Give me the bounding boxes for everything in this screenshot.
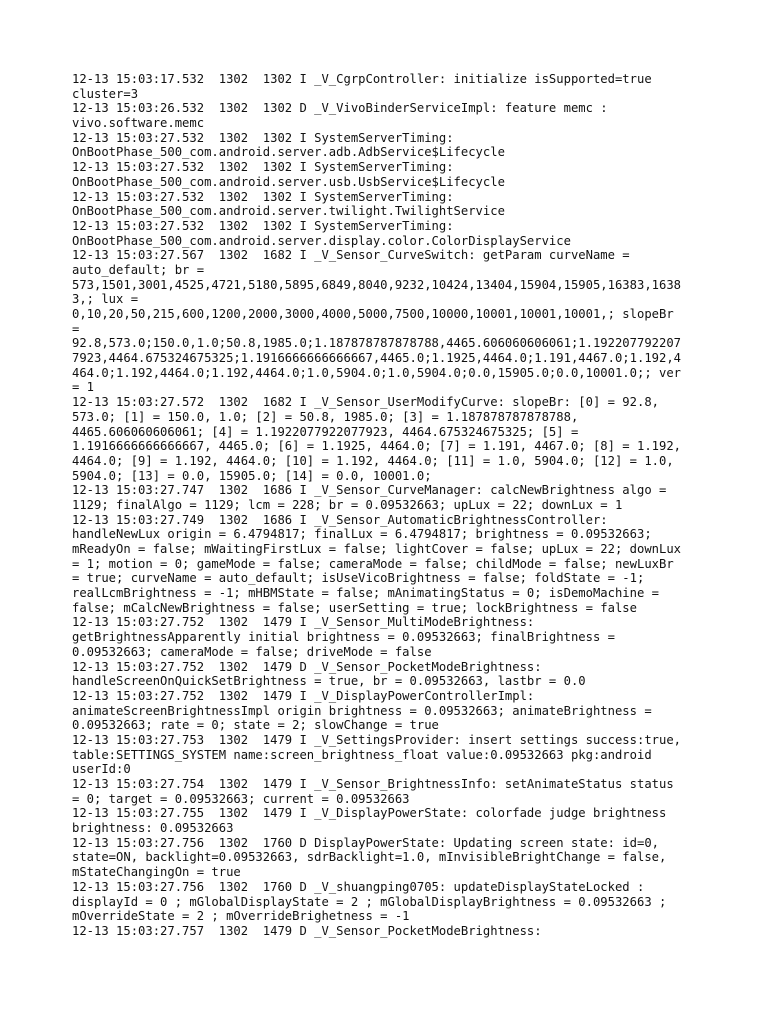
log-line: 7923,4464.675324675325;1.1916666666666667,4465.0;1.1925,4464.0;1.191,4467.0;1.192,4 <box>72 351 682 366</box>
log-line: 12-13 15:03:27.752 1302 1479 I _V_DisplayPowerControllerImpl: <box>72 688 535 703</box>
log-line: = true; curveName = auto_default; isUseVicoBrightness = false; foldState = -1; <box>72 571 645 586</box>
log-line: 12-13 15:03:27.752 1302 1479 D _V_Sensor_PocketModeBrightness: <box>72 659 542 674</box>
log-line: 12-13 15:03:27.572 1302 1682 I _V_Sensor_UserModifyCurve: slopeBr: [0] = 92.8, <box>72 395 659 410</box>
log-line: = 1 <box>72 380 95 395</box>
log-line: 12-13 15:03:27.755 1302 1479 I _V_DisplayPowerState: colorfade judge brightness <box>72 806 667 821</box>
log-line: 12-13 15:03:27.532 1302 1302 I SystemServerTiming: <box>72 130 454 145</box>
log-line: handleNewLux origin = 6.4794817; finalLux = 6.4794817; brightness = 0.09532663; <box>72 527 652 542</box>
log-line: brightness: 0.09532663 <box>72 821 234 836</box>
log-line: 12-13 15:03:27.532 1302 1302 I SystemServerTiming: <box>72 218 454 233</box>
log-line: mStateChangingOn = true <box>72 865 241 880</box>
log-line: handleScreenOnQuickSetBrightness = true, br = 0.09532663, lastbr = 0.0 <box>72 674 586 689</box>
log-line: OnBootPhase_500_com.android.server.usb.UsbService$Lifecycle <box>72 174 505 189</box>
log-line: realLcmBrightness = -1; mHBMState = false; mAnimatingStatus = 0; isDemoMachine = <box>72 586 659 601</box>
log-line: 12-13 15:03:27.754 1302 1479 I _V_Sensor_BrightnessInfo: setAnimateStatus status <box>72 777 674 791</box>
log-line: OnBootPhase_500_com.android.server.display.color.ColorDisplayService <box>72 233 571 248</box>
log-line: table:SETTINGS_SYSTEM name:screen_brightness_float value:0.09532663 pkg:android <box>72 747 652 762</box>
log-line: = <box>72 321 80 336</box>
log-line: 12-13 15:03:27.747 1302 1686 I _V_Sensor_CurveManager: calcNewBrightness algo = <box>72 483 667 498</box>
log-line: 12-13 15:03:27.756 1302 1760 D _V_shuangping0705: updateDisplayStateLocked : <box>72 879 645 894</box>
log-line: 4464.0; [9] = 1.192, 4464.0; [10] = 1.192, 4464.0; [11] = 1.0, 5904.0; [12] = 1.0, <box>72 453 674 468</box>
log-line: 12-13 15:03:27.567 1302 1682 I _V_Sensor_CurveSwitch: getParam curveName = <box>72 248 630 263</box>
log-line: 3,; lux = <box>72 292 139 307</box>
log-line: userId:0 <box>72 762 131 777</box>
log-line: 1129; finalAlgo = 1129; lcm = 228; br = 0.09532663; upLux = 22; downLux = 1 <box>72 497 623 512</box>
log-line: 0.09532663; cameraMode = false; driveMode = false <box>72 644 432 659</box>
log-line: 12-13 15:03:27.753 1302 1479 I _V_SettingsProvider: insert settings success:true, <box>72 732 682 747</box>
log-line: false; mCalcNewBrightness = false; userSetting = true; lockBrightness = false <box>72 600 637 615</box>
log-line: mOverrideState = 2 ; mOverrideBrighetness = -1 <box>72 909 410 924</box>
log-line: 5904.0; [13] = 0.0, 15905.0; [14] = 0.0, 10001.0; <box>72 468 432 483</box>
log-line: 464.0;1.192,4464.0;1.192,4464.0;1.0,5904.0;1.0,5904.0;0.0,15905.0;0.0,10001.0;; ver <box>72 365 682 380</box>
log-line: OnBootPhase_500_com.android.server.twilight.TwilightService <box>72 204 505 219</box>
log-line: 12-13 15:03:27.757 1302 1479 D _V_Sensor_PocketModeBrightness: <box>72 923 542 938</box>
log-line: state=ON, backlight=0.09532663, sdrBacklight=1.0, mInvisibleBrightChange = false, <box>72 850 667 865</box>
log-line: 12-13 15:03:26.532 1302 1302 D _V_VivoBinderServiceImpl: feature memc : <box>72 101 608 116</box>
log-line: displayId = 0 ; mGlobalDisplayState = 2 ; mGlobalDisplayBrightness = 0.09532663 ; <box>72 894 667 909</box>
log-line: 573,1501,3001,4525,4721,5180,5895,6849,8040,9232,10424,13404,15904,15905,16383,1638 <box>72 277 682 292</box>
log-line: 0.09532663; rate = 0; state = 2; slowChange = true <box>72 718 439 733</box>
log-line: 1.1916666666666667, 4465.0; [6] = 1.1925, 4464.0; [7] = 1.191, 4467.0; [8] = 1.192, <box>72 439 682 454</box>
log-line: 12-13 15:03:27.532 1302 1302 I SystemServerTiming: <box>72 189 454 204</box>
log-line: = 1; motion = 0; gameMode = false; cameraMode = false; childMode = false; newLuxBr <box>72 556 674 571</box>
log-line: 12-13 15:03:27.756 1302 1760 D DisplayPowerState: Updating screen state: id=0, <box>72 835 659 850</box>
log-line: OnBootPhase_500_com.android.server.adb.AdbService$Lifecycle <box>72 145 505 160</box>
log-text-block <box>72 72 708 939</box>
log-line: cluster=3 <box>72 86 139 101</box>
log-line: 573.0; [1] = 150.0, 1.0; [2] = 50.8, 1985.0; [3] = 1.187878787878788, <box>72 409 579 424</box>
log-line: 12-13 15:03:27.749 1302 1686 I _V_Sensor_AutomaticBrightnessController: <box>72 512 608 527</box>
log-line: auto_default; br = <box>72 262 205 277</box>
log-line: getBrightnessApparently initial brightness = 0.09532663; finalBrightness = <box>72 630 615 645</box>
log-line: mReadyOn = false; mWaitingFirstLux = false; lightCover = false; upLux = 22; downLux <box>72 542 682 556</box>
log-line: animateScreenBrightnessImpl origin brightness = 0.09532663; animateBrightness = <box>72 703 652 718</box>
log-line: 12-13 15:03:27.752 1302 1479 I _V_Sensor_MultiModeBrightness: <box>72 615 535 630</box>
log-line: 12-13 15:03:17.532 1302 1302 I _V_CgrpController: initialize isSupported=true <box>72 72 652 86</box>
log-line: = 0; target = 0.09532663; current = 0.09532663 <box>72 791 410 806</box>
log-line: 92.8,573.0;150.0,1.0;50.8,1985.0;1.187878787878788,4465.606060606061;1.192207792207 <box>72 336 682 351</box>
log-line: vivo.software.memc <box>72 116 205 131</box>
log-line: 4465.606060606061; [4] = 1.1922077922077923, 4464.675324675325; [5] = <box>72 424 579 439</box>
log-line: 0,10,20,50,215,600,1200,2000,3000,4000,5000,7500,10000,10001,10001,10001,; slopeBr <box>72 307 674 321</box>
log-line: 12-13 15:03:27.532 1302 1302 I SystemServerTiming: <box>72 160 454 175</box>
